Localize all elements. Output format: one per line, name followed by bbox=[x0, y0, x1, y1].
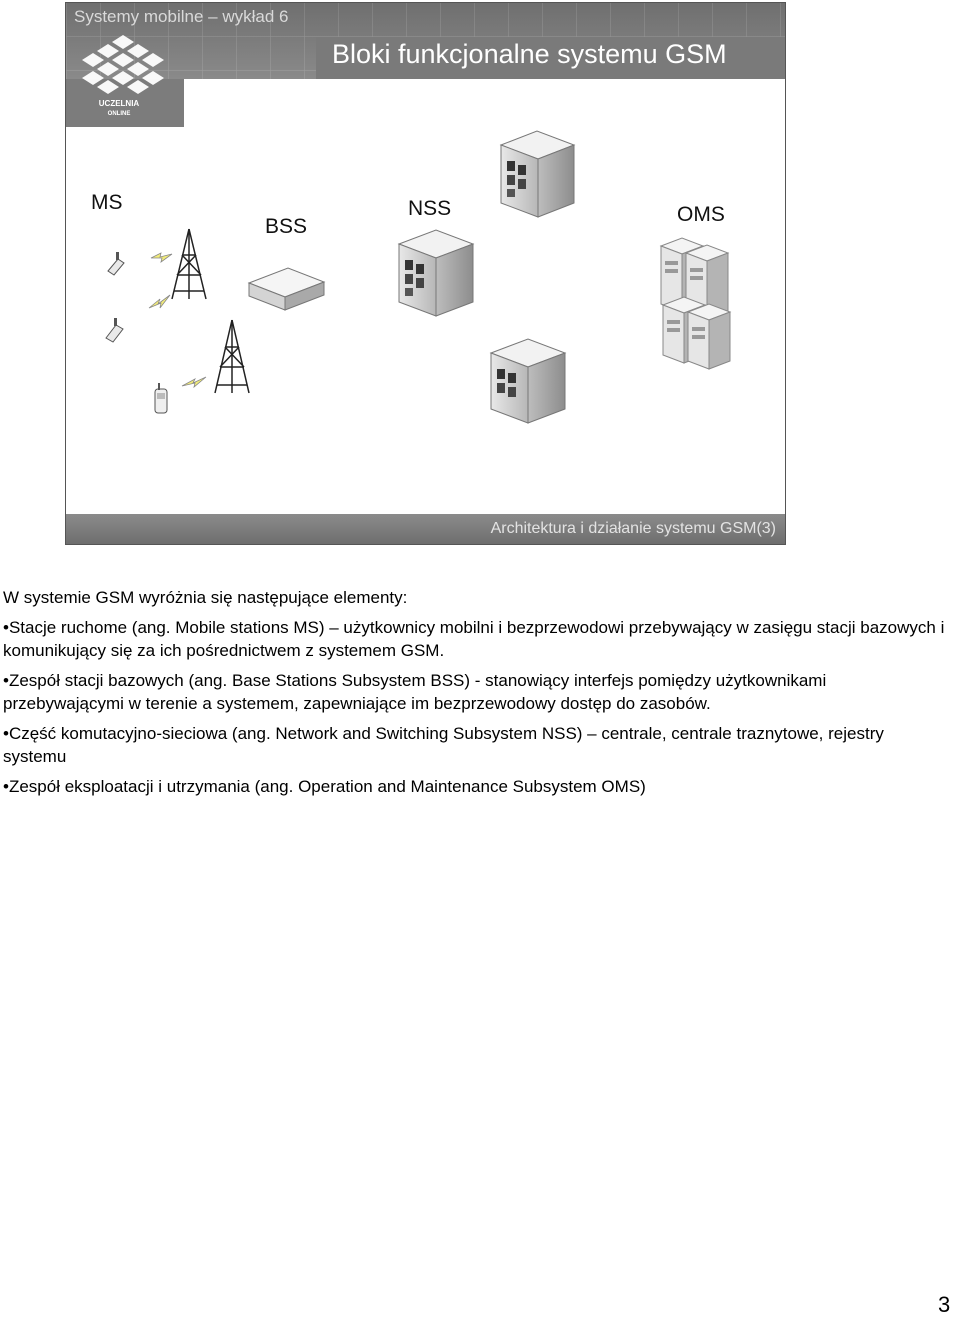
notes-text bbox=[3, 586, 948, 804]
switch-cabinet-icon bbox=[491, 339, 565, 423]
label-bss: BSS bbox=[265, 215, 308, 238]
slide-title: Bloki funkcjonalne systemu GSM bbox=[332, 39, 727, 69]
slide bbox=[65, 2, 786, 545]
radio-tower-icon bbox=[172, 229, 206, 299]
server-icon bbox=[688, 304, 730, 369]
slide-footer bbox=[66, 514, 785, 544]
list-item: •Stacje ruchome (ang. Mobile stations MS) – użytkownicy mobilni i bezprzewodowi przebywający w zasięgu stacji bazowych i komunikujący się za ich pośrednictwem z systemem GSM. bbox=[3, 617, 945, 660]
list-item: •Zespół eksploatacji i utrzymania (ang. Operation and Maintenance Subsystem OMS) bbox=[3, 776, 646, 796]
list-item: •Część komutacyjno-sieciowa (ang. Network and Switching Subsystem NSS) – centrale, centrale traznytowe, rejestry systemu bbox=[3, 723, 884, 766]
switch-cabinet-icon bbox=[399, 230, 473, 316]
label-oms: OMS bbox=[677, 203, 725, 226]
mobile-phone-icon bbox=[108, 252, 124, 275]
label-nss: NSS bbox=[408, 197, 452, 220]
list-item: •Zespół stacji bazowych (ang. Base Stations Subsystem BSS) - stanowiący interfejs pomiędzy użytkownikami przebywającymi w terenie a systemem, zapewniające im bezprzewodowy dostęp do zasobów. bbox=[3, 670, 827, 713]
footer-text: Architektura i działanie systemu GSM(3) bbox=[490, 520, 776, 537]
radio-tower-icon bbox=[215, 320, 249, 393]
course-title: Systemy mobilne – wykład 6 bbox=[74, 7, 289, 26]
mobile-phone-icon bbox=[155, 383, 167, 413]
logo-line-2: ONLINE bbox=[107, 111, 131, 117]
lightning-link-icon bbox=[149, 253, 206, 387]
bsc-router-icon bbox=[249, 268, 324, 310]
mobile-phone-icon bbox=[106, 318, 123, 342]
switch-cabinet-icon bbox=[501, 131, 574, 217]
page-number: 3 bbox=[938, 1292, 951, 1317]
logo-line-1: UCZELNIA bbox=[98, 99, 140, 108]
label-ms: MS bbox=[91, 191, 123, 214]
gsm-network-diagram bbox=[66, 3, 785, 544]
intro-paragraph: W systemie GSM wyróżnia się następujące elementy: bbox=[3, 588, 408, 607]
